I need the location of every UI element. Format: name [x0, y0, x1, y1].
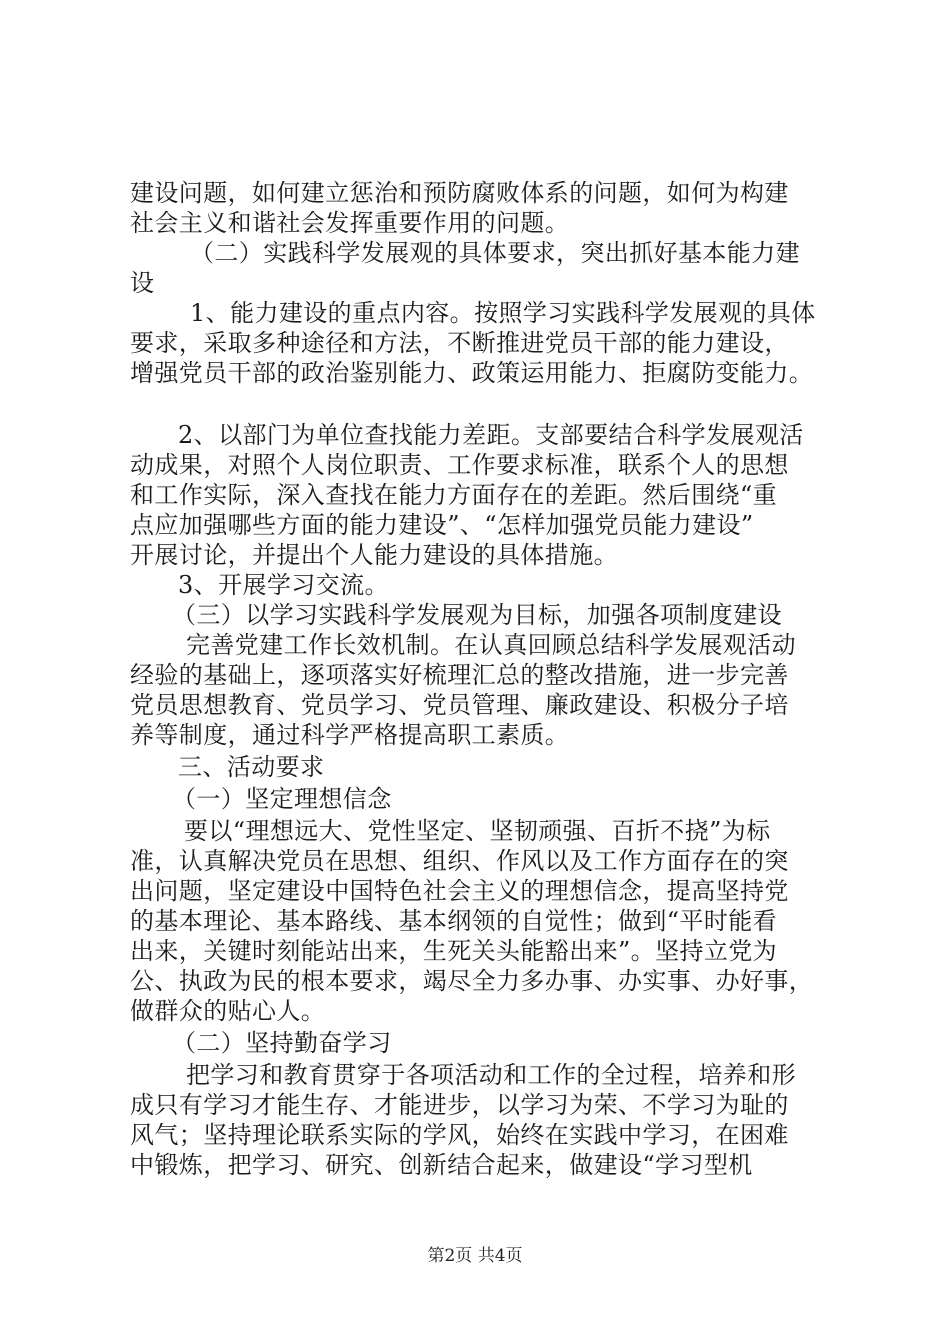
- text-line: 和工作实际，深入查找在能力方面存在的差距。然后围绕“重: [130, 481, 778, 509]
- text-line: 三、活动要求: [178, 753, 325, 781]
- text-line: 要求，采取多种途径和方法，不断推进党员干部的能力建设，: [130, 329, 789, 357]
- text-line: 建设问题，如何建立惩治和预防腐败体系的问题，如何为构建: [130, 179, 789, 207]
- text-line: 3、开展学习交流。: [178, 571, 389, 599]
- text-line: （二）实践科学发展观的具体要求，突出抓好基本能力建: [190, 239, 800, 267]
- text-line: 开展讨论，并提出个人能力建设的具体措施。: [130, 541, 618, 569]
- text-line: （三）以学习实践科学发展观为目标，加强各项制度建设: [172, 601, 782, 629]
- text-line: 风气；坚持理论联系实际的学风，始终在实践中学习，在困难: [130, 1121, 789, 1149]
- text-line: （二）坚持勤奋学习: [172, 1029, 392, 1057]
- text-line: 出来，关键时刻能站出来，生死关头能豁出来”。坚持立党为: [130, 937, 778, 965]
- page-number-footer: 第2页 共4页: [427, 1246, 523, 1266]
- text-line: 准，认真解决党员在思想、组织、作风以及工作方面存在的突: [130, 847, 789, 875]
- text-line: 社会主义和谐社会发挥重要作用的问题。: [130, 209, 570, 237]
- text-line: 1、能力建设的重点内容。按照学习实践科学发展观的具体: [190, 299, 816, 327]
- text-line: 经验的基础上，逐项落实好梳理汇总的整改措施，进一步完善: [130, 661, 789, 689]
- text-line: 公、执政为民的根本要求，竭尽全力多办事、办实事、办好事，: [130, 967, 814, 995]
- text-line: 动成果，对照个人岗位职责、工作要求标准，联系个人的思想: [130, 451, 789, 479]
- text-line: 养等制度，通过科学严格提高职工素质。: [130, 721, 570, 749]
- text-line: 点应加强哪些方面的能力建设”、“怎样加强党员能力建设”: [130, 511, 754, 539]
- text-line: 成只有学习才能生存、才能进步，以学习为荣、不学习为耻的: [130, 1091, 789, 1119]
- text-line: （一）坚定理想信念: [172, 785, 392, 813]
- text-line: 把学习和教育贯穿于各项活动和工作的全过程，培养和形: [186, 1061, 796, 1089]
- text-line: 要以“理想远大、党性坚定、坚韧顽强、百折不挠”为标: [184, 817, 771, 845]
- text-line: 出问题，坚定建设中国特色社会主义的理想信念，提高坚持党: [130, 877, 789, 905]
- text-line: 党员思想教育、党员学习、党员管理、廉政建设、积极分子培: [130, 691, 789, 719]
- text-line: 增强党员干部的政治鉴别能力、政策运用能力、拒腐防变能力。: [130, 359, 814, 387]
- text-line: 设: [130, 269, 155, 297]
- text-line: 做群众的贴心人。: [130, 997, 326, 1025]
- text-line: 完善党建工作长效机制。在认真回顾总结科学发展观活动: [186, 631, 796, 659]
- text-line: 的基本理论、基本路线、基本纲领的自觉性；做到“平时能看: [130, 907, 778, 935]
- text-line: 中锻炼，把学习、研究、创新结合起来，做建设“学习型机: [130, 1151, 753, 1179]
- text-line: 2、以部门为单位查找能力差距。支部要结合科学发展观活: [178, 421, 804, 449]
